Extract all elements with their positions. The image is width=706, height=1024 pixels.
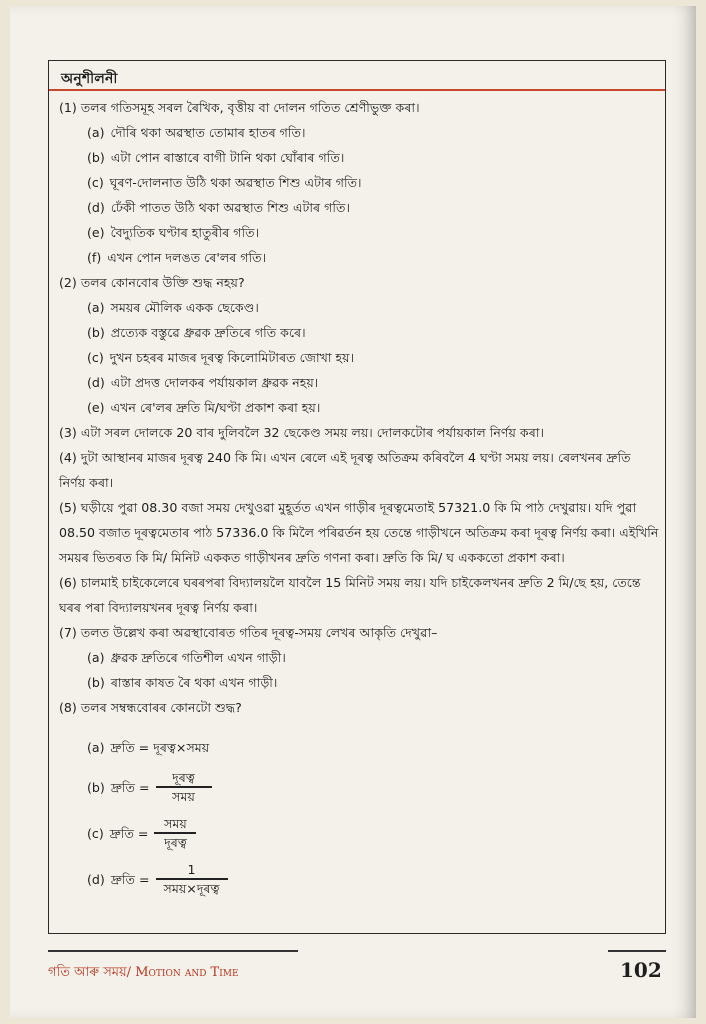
option-label: (b) (87, 325, 105, 340)
option-label: (a) (87, 650, 105, 665)
option-text: ৰাস্তাৰ কাষত ৰৈ থকা এখন গাড়ী। (110, 675, 278, 690)
option-text: সময়ৰ মৌলিক একক ছেকেণ্ড। (110, 300, 259, 315)
formula-lhs: দ্ৰুতি = (110, 739, 150, 755)
question-7-option-b (87, 670, 659, 695)
question-text: তলৰ কোনবোৰ উক্তি শুদ্ধ নহয়? (80, 275, 245, 290)
exercise-title: অনুশীলনী (61, 71, 118, 87)
question-2-option-d (87, 370, 659, 395)
option-label: (a) (87, 125, 105, 140)
option-label: (b) (87, 150, 105, 165)
option-text: প্ৰত্যেক বস্তুৱে ধ্ৰুৱক দ্ৰুতিৰে গতি কৰে। (110, 325, 306, 340)
fraction-numerator: সময় (164, 816, 187, 832)
question-2-option-b (87, 320, 659, 345)
question-text: চালমাই চাইকেলেৰে ঘৰৰপৰা বিদ্যালয়লৈ যাবলৈ 15 মিনিট সময় লয়। যদি চাইকেলখনৰ দ্ৰুতি 2 মি/ছে হয়, তেন্তে ঘৰৰ পৰা বিদ্যালয়খনৰ দূৰত্ব নিৰ্ণয় কৰা। (59, 575, 641, 615)
question-1-option-d (87, 195, 659, 220)
question-text: এটা সৰল দোলকে 20 বাৰ দুলিবলৈ 32 ছেকেণ্ড সময় লয়। দোলকটোৰ পৰ্যায়কাল নিৰ্ণয় কৰা। (80, 425, 544, 440)
title-underline (49, 89, 665, 91)
formula-lhs: দ্ৰুতি = (109, 825, 149, 841)
option-label: (b) (87, 675, 105, 690)
question-text: দুটা আস্থানৰ মাজৰ দূৰত্ব 240 কি মি। এখন ৰেলে এই দূৰত্ব অতিক্ৰম কৰিবলৈ 4 ঘণ্টা সময় লয়। ৰেলখনৰ দ্ৰুতি নিৰ্ণয় কৰা। (59, 450, 631, 490)
question-1-option-a (87, 120, 659, 145)
option-text: বৈদ্যুতিক ঘণ্টাৰ হাতুৰীৰ গতি। (110, 225, 260, 240)
option-label: (b) (87, 779, 105, 795)
question-number: (1) (59, 100, 77, 115)
question-1-option-f (87, 245, 659, 270)
option-text: এটা পোন ৰাস্তাৰে বাগী টানি থকা ঘোঁৰাৰ গতি। (110, 150, 345, 165)
question-5 (59, 495, 659, 570)
fraction-denominator: সময় (172, 788, 195, 804)
option-text: ঢেঁকী পাতত উঠি থকা অৱস্থাত শিশু এটাৰ গতি। (110, 200, 350, 215)
option-label: (c) (87, 350, 104, 365)
question-number: (5) (59, 500, 77, 515)
question-2-option-e (87, 395, 659, 420)
option-label: (a) (87, 300, 105, 315)
option-text: দৌৰি থকা অৱস্থাত তোমাৰ হাতৰ গতি। (110, 125, 306, 140)
question-1-option-c (87, 170, 659, 195)
option-label: (d) (87, 871, 105, 887)
question-number: (7) (59, 625, 77, 640)
option-text: এখন পোন দলঙত ৰে'লৰ গতি। (107, 250, 267, 265)
fraction-denominator: দূৰত্ব (164, 834, 187, 850)
fraction (156, 861, 228, 896)
option-label: (c) (87, 175, 104, 190)
footer-rule-left (48, 950, 298, 952)
question-2 (59, 270, 659, 295)
question-text: তলৰ সম্বন্ধবোৰৰ কোনটো শুদ্ধ? (80, 700, 242, 715)
option-text: এখন ৰে'লৰ দ্ৰুতি মি/ঘণ্টা প্ৰকাশ কৰা হয়। (110, 400, 321, 415)
formula-rhs: দূৰত্ব×সময় (153, 739, 210, 755)
question-1-option-b (87, 145, 659, 170)
question-text: তলত উল্লেখ কৰা অৱস্থাবোৰত গতিৰ দূৰত্ব-সময় লেখৰ আকৃতি দেখুৱা– (80, 625, 438, 640)
option-text: দুখন চহৰৰ মাজৰ দূৰত্ব কিলোমিটাৰত জোখা হয়। (109, 350, 355, 365)
question-8 (59, 695, 659, 720)
fraction (154, 815, 196, 850)
question-2-option-c (87, 345, 659, 370)
question-number: (2) (59, 275, 77, 290)
formula-option-b (87, 764, 659, 810)
chapter-name-assamese: গতি আৰু সময়/ (48, 965, 132, 980)
formula-lhs: দ্ৰুতি = (110, 871, 150, 887)
fraction-denominator: সময়×দূৰত্ব (163, 880, 220, 896)
question-4 (59, 445, 659, 495)
fraction (156, 769, 212, 804)
question-1 (59, 95, 659, 120)
question-2-option-a (87, 295, 659, 320)
question-text: ঘড়ীয়ে পুৱা 08.30 বজা সময় দেখুওৱা মুহূৰ্তত এখন গাড়ীৰ দূৰত্বমেতাই 57321.0 কি মি পাঠ দেখুৱায়। যদি পুৱা 08.50 বজাত দূৰত্বমেতাৰ পাঠ 57336.0 কি মিলৈ পৰিৱৰ্তন হয় তেন্তে গাড়ীখনে অতিক্ৰম কৰা দূৰত্ব নিৰ্ণয় কৰা। এইখিনি সময়ৰ ভিতৰত কি মি/ মিনিট এককত গাড়ীখনৰ দ্ৰুতি গণনা কৰা। দ্ৰুতি কি মি/ ঘ এককতো প্ৰকাশ কৰা। (59, 500, 659, 565)
exercise-box (48, 60, 666, 934)
chapter-footer (48, 963, 239, 984)
question-1-option-e (87, 220, 659, 245)
option-label: (d) (87, 375, 105, 390)
formula-option-c (87, 810, 659, 856)
exercise-content (59, 95, 659, 902)
page-number: 102 (620, 958, 662, 982)
textbook-page (10, 6, 696, 1018)
option-text: ঘূৰণ-দোলনাত উঠি থকা অৱস্থাত শিশু এটাৰ গতি। (109, 175, 362, 190)
option-label: (d) (87, 200, 105, 215)
question-text: তলৰ গতিসমূহ সৰল ৰৈখিক, বৃত্তীয় বা দোলন গতিত শ্ৰেণীভুক্ত কৰা। (80, 100, 420, 115)
option-text: ধ্ৰুৱক দ্ৰুতিৰে গতিশীল এখন গাড়ী। (110, 650, 286, 665)
formula-options (59, 730, 659, 902)
option-label: (c) (87, 825, 104, 841)
fraction-numerator: 1 (187, 862, 196, 878)
chapter-name-english: Motion and Time (131, 965, 239, 980)
question-7 (59, 620, 659, 645)
question-3 (59, 420, 659, 445)
formula-option-d (87, 856, 659, 902)
option-label: (f) (87, 250, 102, 265)
question-number: (6) (59, 575, 77, 590)
option-label: (a) (87, 739, 105, 755)
formula-option-a (87, 730, 659, 764)
option-label: (e) (87, 225, 105, 240)
option-label: (e) (87, 400, 105, 415)
question-6 (59, 570, 659, 620)
footer-rule-right (608, 950, 666, 952)
question-number: (3) (59, 425, 77, 440)
question-number: (4) (59, 450, 77, 465)
question-number: (8) (59, 700, 77, 715)
option-text: এটা প্ৰদত্ত দোলকৰ পৰ্যায়কাল ধ্ৰুৱক নহয়। (110, 375, 319, 390)
formula-lhs: দ্ৰুতি = (110, 779, 150, 795)
question-7-option-a (87, 645, 659, 670)
fraction-numerator: দূৰত্ব (172, 770, 195, 786)
